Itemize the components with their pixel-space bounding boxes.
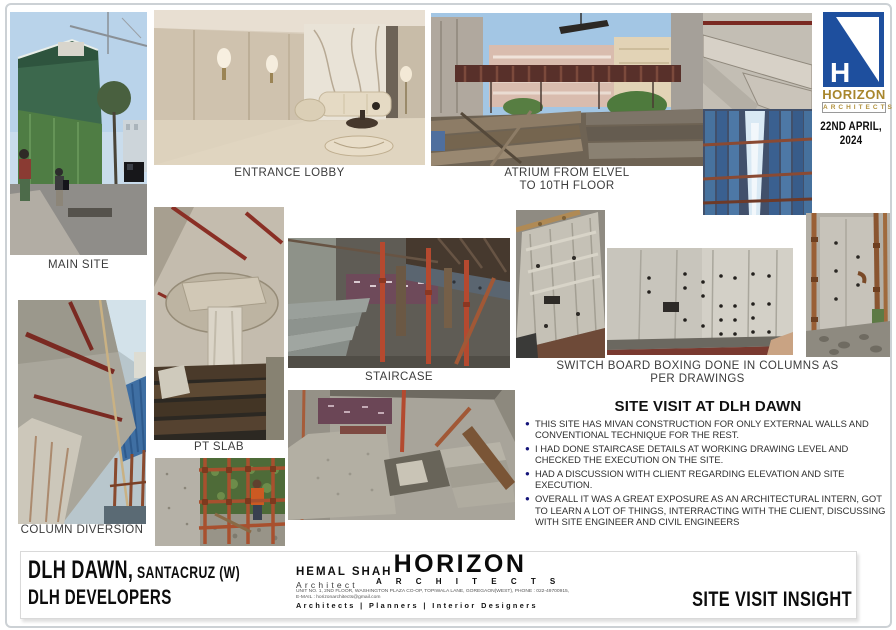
bullet-icon: ● (525, 469, 530, 479)
scaffolding-worker-photo (155, 458, 285, 546)
note-bullet-1: ● THIS SITE HAS MIVAN CONSTRUCTION FOR ONLY EXTERNAL WALLS AND CONVENTIONAL TECHNIQUE FOR THE REST. (525, 418, 869, 441)
horizon-logo (823, 12, 884, 87)
bullet-icon: ● (525, 494, 530, 504)
staircase-caption: STAIRCASE (365, 371, 433, 383)
bullet-icon: ● (525, 444, 530, 454)
architect-name: HEMAL SHAH (296, 566, 393, 578)
project-name: DLH DAWN, SANTACRUZ (W) (28, 556, 241, 584)
note-bullet-4: ● OVERALL IT WAS A GREAT EXPOSURE AS AN ARCHITECTURAL INTERN, GOT TO LEARN A LOT OF THINGS, INTERRACTING WITH THE CLIENT, DISCUSSING WITH SITE ENGINEER AND CIVIL ENGINEERS (525, 493, 886, 527)
notes-title: SITE VISIT AT DLH DAWN (614, 398, 802, 415)
column-diversion-photo (18, 300, 146, 524)
column-diversion-caption: COLUMN DIVERSION (20, 524, 144, 536)
firm-address-line1: UNIT NO. 1, 2ND FLOOR, WASHINGTON PLAZA CO-OP, TOPIWALA LANE, GOREGAON(WEST), PHONE : 022-49700915, (296, 589, 570, 594)
logo-name: HORIZON (822, 87, 886, 102)
visit-date: 22ND APRIL, 2024 (820, 119, 882, 147)
architect-title: Architect (296, 580, 358, 590)
staircase-closeup-photo (288, 390, 515, 520)
firm-services: Architects | Planners | Interior Designers (296, 601, 538, 610)
switchboard-photo-1 (516, 210, 605, 358)
note-bullet-3: ● HAD A DISCUSSION WITH CLIENT REGARDING ELEVATION AND SITE EXECUTION. (525, 468, 845, 491)
entrance-lobby-caption: ENTRANCE LOBBY (234, 167, 345, 179)
entrance-lobby-photo (154, 10, 425, 165)
atrium-caption: ATRIUM FROM ELVEL TO 10TH FLOOR (504, 167, 630, 192)
developer-name: DLH DEVELOPERS (28, 586, 172, 609)
site-visit-notes (525, 398, 891, 530)
logo-letter: H (830, 57, 851, 87)
main-site-caption: MAIN SITE (47, 259, 110, 271)
main-site-photo (10, 12, 147, 255)
switchboard-photo-3 (806, 213, 890, 357)
pt-slab-photo (154, 207, 284, 440)
staircase-photo (288, 238, 510, 368)
bullet-icon: ● (525, 419, 530, 428)
pt-slab-caption: PT SLAB (194, 441, 244, 453)
beam-shuttering-photo (703, 13, 812, 215)
logo-subtitle: ARCHITECTS (823, 104, 895, 111)
atrium-photo (431, 13, 703, 166)
firm-address-line2: E-MAIL : horizonarchitects@gmail.com (296, 595, 381, 600)
switchboard-photo-2 (607, 248, 793, 355)
note-bullet-2: ● I HAD DONE STAIRCASE DETAILS AT WORKING DRAWING LEVEL AND CHECKED THE EXECUTION ON THE SITE. (525, 443, 849, 466)
firm-subtitle: A R C H I T E C T S (376, 577, 562, 586)
sheet-title: SITE VISIT INSIGHT (692, 588, 852, 611)
switchboard-caption: SWITCH BOARD BOXING DONE IN COLUMNS AS PER DRAWINGS (556, 360, 839, 385)
firm-name: HORIZON (393, 550, 527, 578)
